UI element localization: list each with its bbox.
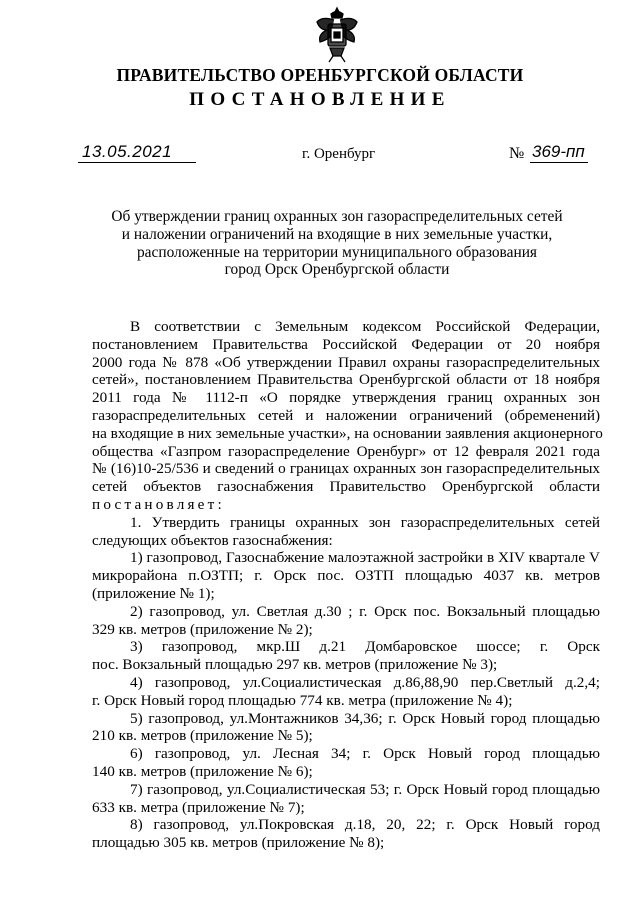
subitem-1-line: 1) газопровод, Газоснабжение малоэтажной застройки в XIV квартале V: [130, 549, 600, 567]
preamble-line: В соответствии с Земельным кодексом Российской Федерации,: [130, 318, 600, 335]
subitem-5-line: 5) газопровод, ул.Монтажников 34,36; г. Орск Новый город площадью: [130, 709, 600, 727]
document-city: г. Оренбург: [302, 146, 376, 162]
subitem-1-line: (приложение № 1);: [92, 584, 215, 602]
subitem-4-line: 4) газопровод, ул.Социалистическая д.86,88,90 пер.Светлый д.2,4;: [130, 673, 600, 691]
preamble-line: сетей объектов газоснабжения Правительство Оренбургской области: [92, 478, 600, 496]
document-body: [92, 318, 603, 852]
subitem-2-line: 2) газопровод, ул. Светлая д.30 ; г. Орск пос. Вокзальный площадью: [130, 602, 600, 620]
subitem-8-line: площадью 305 кв. метров (приложение № 8);: [92, 834, 385, 852]
subitem-3-line: 3) газопровод, мкр.Ш д.21 Домбаровское шоссе; г. Орск: [130, 638, 600, 656]
subitem-6-line: 140 кв. метров (приложение № 6);: [92, 762, 313, 780]
date-underline: [78, 162, 196, 163]
subitem-7-line: 7) газопровод, ул.Социалистическая 53; г. Орск Новый город площадью: [130, 780, 600, 798]
item-1-line: следующих объектов газоснабжения:: [92, 531, 333, 549]
item-1-line: 1. Утвердить границы охранных зон газораспределительных сетей: [130, 513, 600, 531]
document-number: 369-пп: [532, 142, 585, 161]
preamble-line: общества «Газпром газораспределение Оренбург» от 12 февраля 2021 года: [92, 442, 600, 460]
subitem-8-line: 8) газопровод, ул.Покровская д.18, 20, 22; г. Орск Новый город: [130, 816, 600, 834]
subject-line: Об утверждении границ охранных зон газораспределительных сетей: [111, 208, 563, 225]
number-underline: [530, 162, 588, 163]
document-subject: [100, 208, 574, 279]
subitem-4-line: г. Орск Новый город площадью 774 кв. метра (приложение № 4);: [92, 691, 513, 709]
subitem-5-line: 210 кв. метров (приложение № 5);: [92, 727, 313, 745]
subitem-3-line: пос. Вокзальный площадью 297 кв. метров (приложение № 3);: [92, 656, 498, 674]
document-date: 13.05.2021: [82, 142, 173, 161]
resolves-word: постановляет:: [92, 495, 225, 513]
number-label: №: [509, 145, 525, 162]
preamble-line: постановлением Правительства Российской Федерации от 20 ноября: [92, 335, 600, 353]
subitem-2-line: 329 кв. метров (приложение № 2);: [92, 620, 313, 638]
preamble-line: на входящие в них земельные участки», на основании заявления акционерного: [92, 424, 603, 442]
subject-line: расположенные на территории муниципального образования: [136, 243, 538, 261]
subject-line: и наложении ограничений на входящие в них земельные участки,: [121, 225, 553, 243]
subitem-7-line: 633 кв. метра (приложение № 7);: [92, 798, 305, 816]
preamble-line: сетей», постановлением Правительства Оренбургской области от 18 ноября: [92, 371, 600, 389]
subitem-6-line: 6) газопровод, ул. Лесная 34; г. Орск Новый город площадью: [130, 745, 600, 763]
preamble-line: 2011 года № 1112-п «О порядке утверждения границ охранных зон: [92, 389, 600, 407]
preamble-line: 2000 года № 878 «Об утверждении Правил охраны газораспределительных: [92, 353, 600, 371]
preamble-line: № (16)10-25/536 и сведений о границах охранных зон газораспределительных: [92, 460, 600, 478]
government-name: ПРАВИТЕЛЬСТВО ОРЕНБУРГСКОЙ ОБЛАСТИ: [116, 65, 524, 85]
coat-of-arms-icon: [314, 6, 360, 64]
document-type: ПОСТАНОВЛЕНИЕ: [189, 89, 451, 110]
preamble-line: газораспределительных сетей и наложении ограничений (обременений): [92, 406, 600, 424]
subitem-1-line: микрорайона п.ОЗТП; г. Орск пос. ОЗТП площадью 4037 кв. метров: [92, 567, 600, 585]
subject-line: город Орск Оренбургской области: [224, 261, 450, 279]
